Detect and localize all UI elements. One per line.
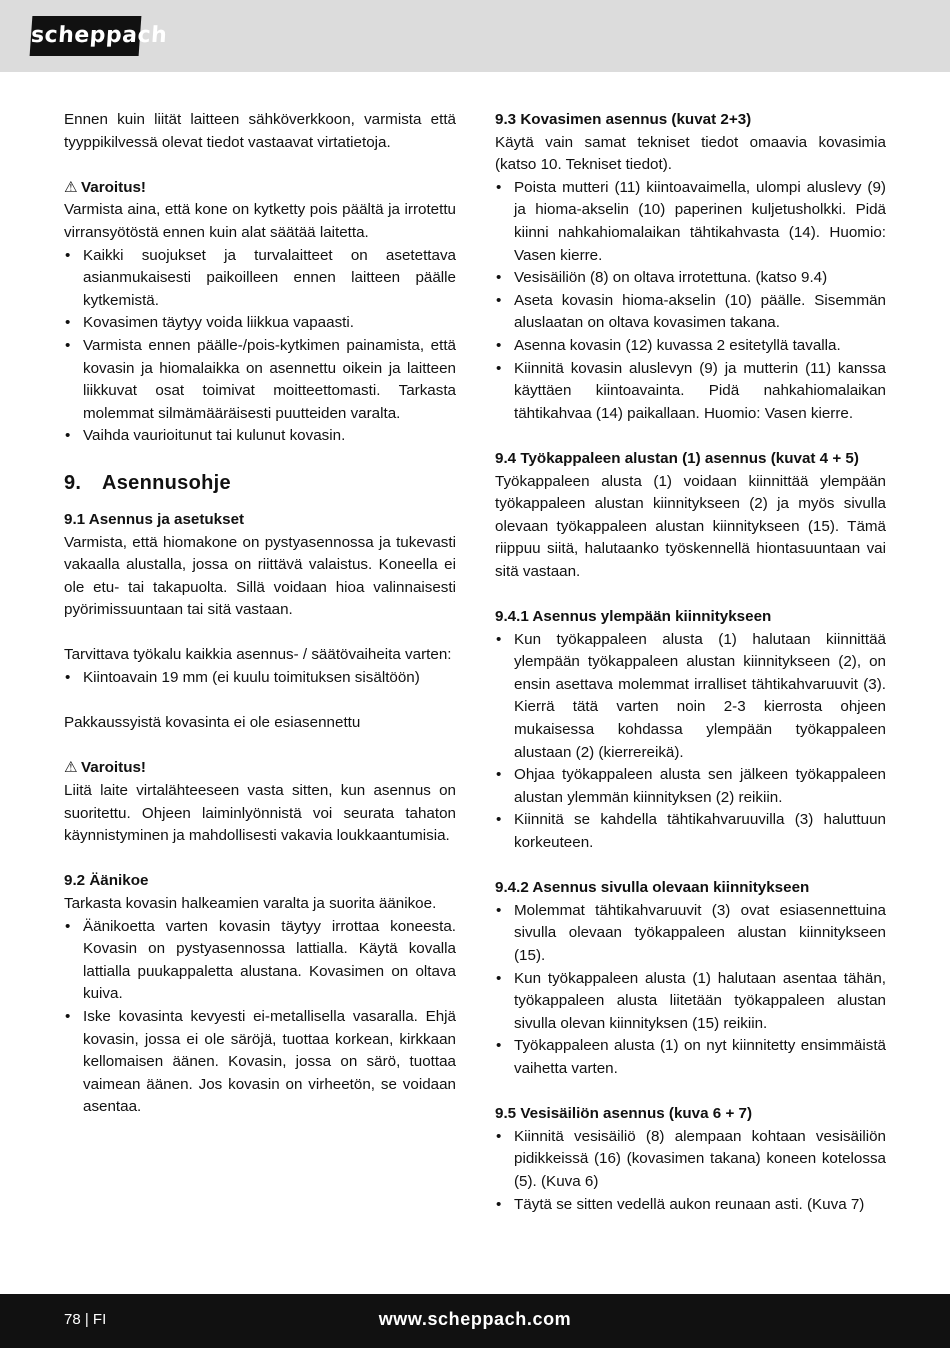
list-item: • Työkappaleen alusta (1) on nyt kiinnitetty ensimmäistä vaihetta varten. [495,1035,886,1080]
footer-band [0,1294,950,1348]
list-item: • Varmista ennen päälle-/pois-kytkimen painamista, että kovasin ja hiomalaikka on asennettu oikein ja laitteen liikkuvat osat toimivat moitteettomasti. Tarkasta molemmat silmämääräisesti puutteiden varalta. [64,335,456,425]
warning-text: Varmista aina, että kone on kytketty pois päältä ja irrotettu virransyötöstä ennen kuin alat säätää laitetta. [64,201,456,241]
water-tank-bullets [495,1126,886,1216]
section-title: Asennusohje [102,471,231,494]
subsection-text: Varmista, että hiomakone on pystyasennossa ja tukevasti vakaalla alustalla, jossa on riittävä valaistus. Koneella ei ole etu- tai takapuolta. Sillä voidaan hioa valinnaisesti pyörimissuuntaan tai sitä vastaan. [64,533,456,619]
page-number: 78 | FI [64,1311,107,1328]
list-item: • Kun työkappaleen alusta (1) halutaan asentaa tähän, työkappaleen alusta liitetään työkappaleen alustan sivulla olevan kiinnityksen (15) reikiin. [495,968,886,1036]
tools-text: Tarvittava työkalu kaikkia asennus- / säätövaiheita varten: [64,646,452,664]
list-item: • Kiintoavain 19 mm (ei kuulu toimituksen sisältöön) [64,667,456,690]
sound-test-bullets [64,916,456,1119]
list-item: • Aseta kovasin hioma-akselin (10) päälle. Sisemmän aluslaatan on oltava kovasimen takana. [495,290,886,335]
list-item: • Poista mutteri (11) kiintoavaimella, ulompi aluslevy (9) ja hioma-akselin (10) paperinen kuljetusholkki. Pidä kiinni nahkahiomalaikan tähtikahvasta (14). Huomio: Vasen kierre. [495,177,886,267]
list-item: • Täytä se sitten vedellä aukon reunaan asti. (Kuva 7) [495,1194,886,1217]
list-item: • Kiinnitä kovasin aluslevyn (9) ja mutterin (11) kanssa käyttäen kiintoavainta. Pidä nahkahiomalaikan tähtikahvaa (14) paikallaan. Huomio: Vasen kierre. [495,358,886,426]
list-item: • Kiinnitä se kahdella tähtikahvaruuvilla (3) haluttuun korkeuteen. [495,809,886,854]
warning-icon: ⚠ [64,178,78,196]
list-item: • Äänikoetta varten kovasin täytyy irrottaa koneesta. Kovasin on pystyasennossa lattialla. Käytä kovalla lattialla puukappaletta alustana. Kovasimen on oltava kuiva. [64,916,456,1006]
subsection-heading-9-3: 9.3 Kovasimen asennus (kuvat 2+3) [495,111,752,128]
list-item: • Ohjaa työkappaleen alusta sen jälkeen työkappaleen alustan ylemmän kiinnityksen (2) reikiin. [495,764,886,809]
subsection-heading-9-4-2: 9.4.2 Asennus sivulla olevaan kiinnitykseen [495,879,810,897]
list-item: • Kaikki suojukset ja turvalaitteet on asetettava asianmukaisesti paikoilleen ennen laitteen päälle kytkemistä. [64,245,456,313]
website-url: www.scheppach.com [378,1309,572,1329]
list-item: • Vesisäiliön (8) on oltava irrotettuna. (katso 9.4) [495,267,886,290]
warning-icon: ⚠ [64,759,78,777]
subsection-heading-9-5: 9.5 Vesisäiliön asennus (kuva 6 + 7) [495,1105,753,1123]
subsection-heading-9-4: 9.4 Työkappaleen alustan (1) asennus (kuvat 4 + 5) [495,449,859,467]
warning-title: Varoitus! [81,759,146,777]
list-item: • Kovasimen täytyy voida liikkua vapaasti. [64,312,456,335]
brand-logo [30,16,169,56]
list-item: • Kiinnitä vesisäiliö (8) alempaan kohtaan vesisäiliön pidikkeissä (16) (kovasimen takana) koneen kotelossa (5). (Kuva 6) [495,1126,886,1194]
upper-mount-bullets [495,629,886,855]
subsection-heading-9-4-1: 9.4.1 Asennus ylempään kiinnitykseen [495,608,772,626]
subsection-heading-9-2: 9.2 Äänikoe [64,872,149,890]
warning-bullets [64,245,456,448]
brand-logo-text: scheppach [30,23,169,48]
side-mount-bullets [495,900,886,1081]
warning-heading [64,757,456,780]
warning-text: Liitä laite virtalähteeseen vasta sitten, kun asennus on suoritettu. Ohjeen laiminlyönnistä voi seurata tahaton käynnistyminen ja mahdollisesti vakavia loukkaantumisia. [64,782,456,845]
right-column [495,109,886,1216]
list-item: • Kun työkappaleen alusta (1) halutaan kiinnittää ylempään työkappaleen alustan kiinnitykseen (2), on ensin asettava molemmat irralliset tähtikahvaruuvit (3). Kierrä tätä varten noin 2-3 kierrosta ohjeen mukaisessa kohdassa ylempään työkappaleen alustaan (2) (kierrereikä). [495,629,886,765]
subsection-text: Käytä vain samat tekniset tiedot omaavia kovasimia (katso 10. Tekniset tiedot). [495,133,886,174]
list-item: • Asenna kovasin (12) kuvassa 2 esitetyllä tavalla. [495,335,886,358]
intro-text: Ennen kuin liität laitteen sähköverkkoon, varmista että tyyppikilvessä olevat tiedot vastaavat virtatietoja. [64,111,456,151]
header-band [0,0,950,72]
subsection-heading-9-1: 9.1 Asennus ja asetukset [64,510,245,528]
subsection-text: Tarkasta kovasin halkeamien varalta ja suorita äänikoe. [64,895,437,912]
stone-install-bullets [495,177,886,426]
warning-title: Varoitus! [81,178,146,196]
list-item: • Iske kovasinta kevyesti ei-metallisella vasaralla. Ehjä kovasin, jossa ei ole säröjä, tuottaa korkean, kirkkaan kellomaisen äänen. Kovasin, jossa on särö, tuottaa vaimean äänen. Jos kovasin on virheetön, se voidaan asentaa. [64,1006,456,1119]
package-note: Pakkaussyistä kovasinta ei ole esiasennettu [64,714,361,732]
left-column [64,109,456,1119]
section-number: 9. [64,471,82,494]
tools-bullets [64,667,456,690]
list-item: • Vaihda vaurioitunut tai kulunut kovasin. [64,425,456,448]
subsection-text: Työkappaleen alusta (1) voidaan kiinnittää ylempään työkappaleen alustan kiinnitykseen (2) ja myös sivulla olevaan työkappaleen alustan kiinnitykseen (15). Tämä riippuu siitä, halutaanko työskennellä hiontasuuntaan vai sitä vastaan. [495,472,886,580]
section-heading [64,470,456,496]
list-item: • Molemmat tähtikahvaruuvit (3) ovat esiasennettuina sivulla olevaan työkappaleen alustan kiinnitykseen (15). [495,900,886,968]
warning-heading [64,177,456,200]
